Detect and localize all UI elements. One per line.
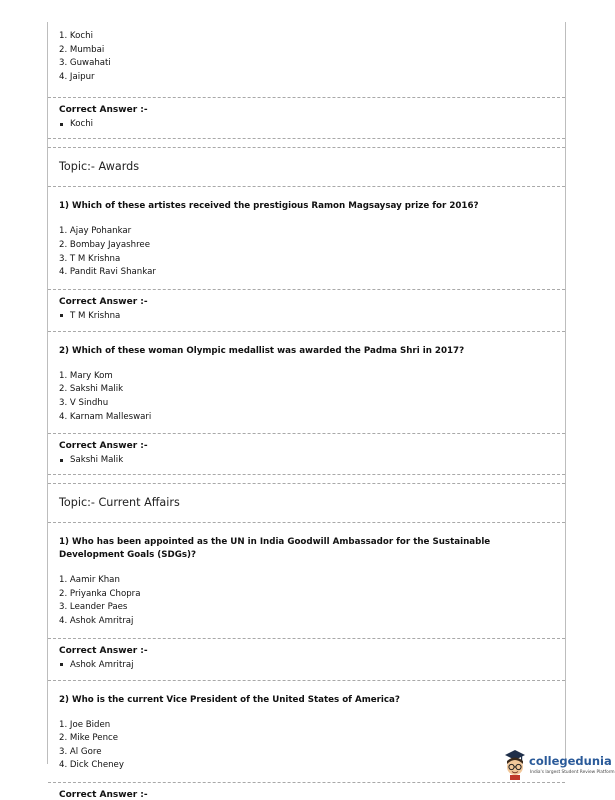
correct-answer: Sakshi Malik [59, 455, 565, 465]
correct-answer-label: Correct Answer :- [59, 645, 148, 656]
option: 1. Aamir Khan [59, 575, 120, 586]
collegedunia-logo [502, 748, 615, 782]
logo-tagline: India's largest Student Review Platform [530, 770, 615, 775]
divider [48, 138, 565, 139]
question-text: 1) Which of these artistes received the prestigious Ramon Magsaysay prize for 2016? [59, 201, 479, 212]
question-text: 1) Who has been appointed as the UN in India Goodwill Ambassador for the Sustainable Development Goals (SDGs)? [59, 537, 491, 561]
option: 3. Al Gore [59, 746, 102, 757]
option: 4. Jaipur [59, 71, 95, 82]
option: 2. Priyanka Chopra [59, 588, 141, 599]
options-list [59, 358, 565, 424]
option: 3. V Sindhu [59, 397, 109, 408]
bullet-icon [60, 459, 63, 462]
option: 4. Karnam Malleswari [59, 411, 152, 422]
correct-answer-label: Correct Answer :- [59, 789, 148, 800]
bullet-icon [60, 314, 63, 317]
options-list [59, 22, 565, 84]
divider [48, 474, 565, 475]
correct-answer: T M Krishna [59, 311, 565, 321]
question-block [48, 332, 565, 424]
divider [48, 97, 565, 98]
question-block [48, 523, 565, 628]
option: 3. Leander Paes [59, 602, 128, 613]
correct-answer-label: Correct Answer :- [59, 105, 148, 116]
options-list [59, 562, 565, 628]
question-block [48, 187, 565, 279]
graduate-mascot-icon [502, 748, 528, 780]
option: 2. Sakshi Malik [59, 384, 124, 395]
topic-heading: Topic:- Awards [59, 160, 140, 174]
divider [48, 433, 565, 434]
option: 1. Joe Biden [59, 719, 111, 730]
topic-heading: Topic:- Current Affairs [59, 496, 180, 510]
option: 3. T M Krishna [59, 253, 121, 264]
options-list [59, 707, 565, 773]
option: 1. Mary Kom [59, 370, 113, 381]
option: 3. Guwahati [59, 58, 111, 69]
option: 2. Bombay Jayashree [59, 239, 150, 250]
correct-answer-label: Correct Answer :- [59, 296, 148, 307]
question-block [48, 681, 565, 773]
logo-wordmark: collegedunia [529, 754, 612, 768]
option: 1. Kochi [59, 31, 93, 41]
option: 2. Mike Pence [59, 733, 119, 744]
option: 1. Ajay Pohankar [59, 226, 132, 237]
option: 2. Mumbai [59, 44, 105, 55]
bullet-icon [60, 663, 63, 666]
option: 4. Pandit Ravi Shankar [59, 267, 156, 278]
options-list [59, 213, 565, 279]
correct-answer-label: Correct Answer :- [59, 441, 148, 452]
bullet-icon [60, 123, 63, 126]
option: 4. Ashok Amritraj [59, 615, 134, 626]
option: 4. Dick Cheney [59, 760, 124, 771]
divider [48, 289, 565, 290]
correct-answer: Kochi [59, 119, 565, 129]
correct-answer: Ashok Amritraj [59, 660, 565, 670]
question-text: 2) Which of these woman Olympic medallist was awarded the Padma Shri in 2017? [59, 345, 465, 356]
question-text: 2) Who is the current Vice President of the United States of America? [59, 694, 400, 705]
continued-question [48, 22, 565, 84]
divider [48, 782, 565, 783]
question-paper-page [47, 22, 566, 800]
divider [48, 638, 565, 639]
